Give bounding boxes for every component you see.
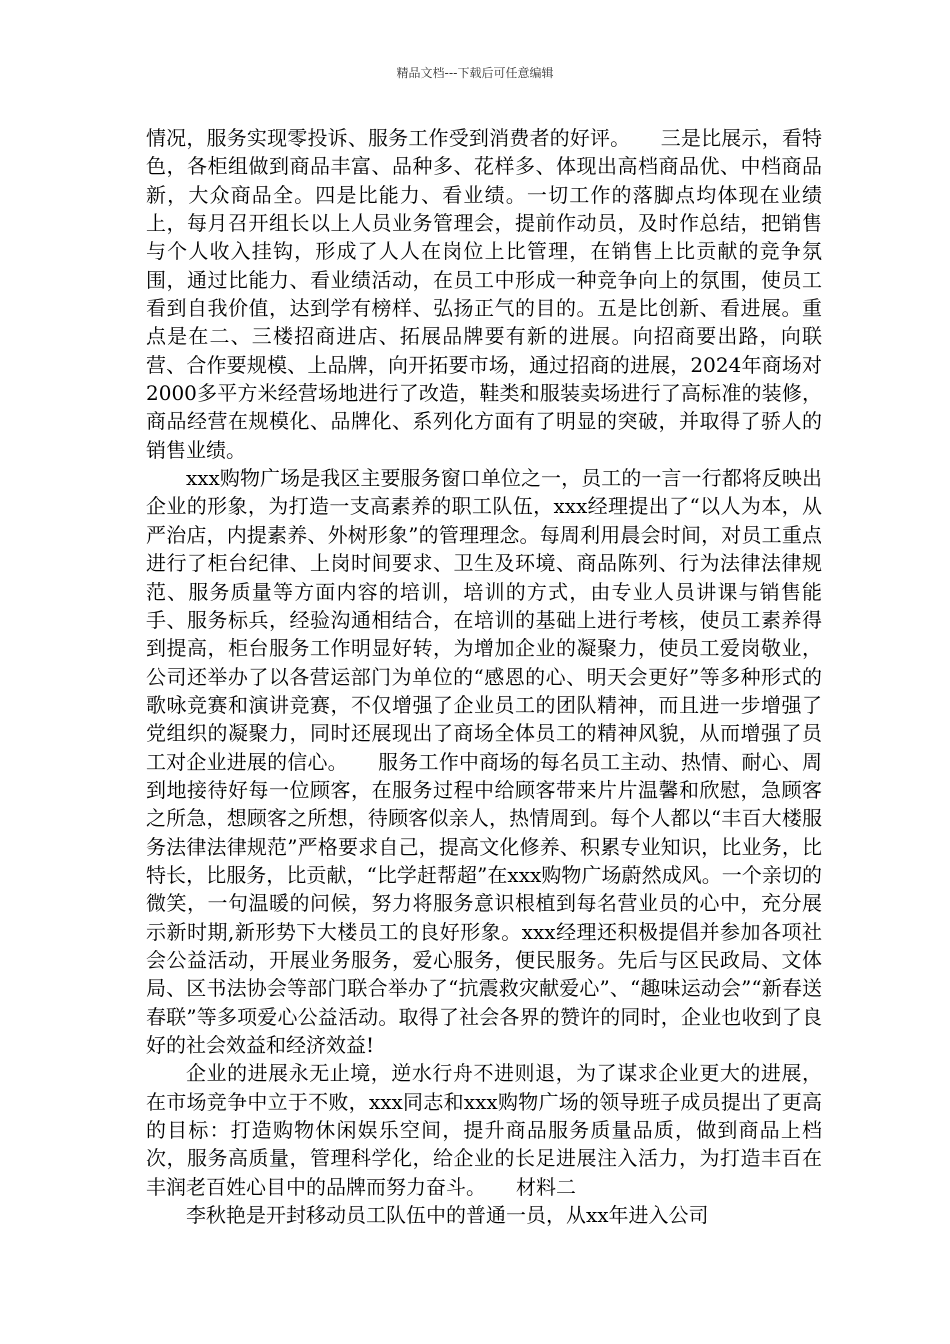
page-header: 精品文档---下载后可任意编辑: [396, 66, 554, 80]
paragraph-1: 情况，服务实现零投诉、服务工作受到消费者的好评。 三是比展示，看特色，各柜组做到商品丰富、品种多、花样多、体现出高档商品优、中档商品新，大众商品全。四是比能力、看业绩。一切工作的落脚点均体现在业绩上，每月召开组长以上人员业务管理会，提前作动员，及时作总结，把销售与个人收入挂钩，形成了人人在岗位上比管理，在销售上比贡献的竞争氛围，通过比能力、看业绩活动，在员工中形成一种竞争向上的氛围，使员工看到自我价值，达到学有榜样、弘扬正气的目的。五是比创新、看进展。重点是在二、三楼招商进店、拓展品牌要有新的进展。向招商要出路，向联营、合作要规模、上品牌，向开拓要市场，通过招商的进展，2024年商场对2000多平方米经营场地进行了改造，鞋类和服装卖场进行了高标准的装修，商品经营在规模化、品牌化、系列化方面有了明显的突破，并取得了骄人的销售业绩。: [146, 126, 822, 462]
document-body: [146, 124, 822, 1229]
paragraph-3: 企业的进展永无止境，逆水行舟不进则退，为了谋求企业更大的进展，在市场竞争中立于不败，xxx同志和xxx购物广场的领导班子成员提出了更高的目标：打造购物休闲娱乐空间，提升商品服务质量品质，做到商品上档次，服务高质量，管理科学化，给企业的长足进展注入活力，为打造丰百在丰润老百姓心目中的品牌而努力奋斗。 材料二: [146, 1061, 822, 1199]
paragraph-4: 李秋艳是开封移动员工队伍中的普通一员，从xx年进入公司: [186, 1203, 709, 1228]
paragraph-2: xxx购物广场是我区主要服务窗口单位之一，员工的一言一行都将反映出企业的形象，为打造一支高素养的职工队伍，xxx经理提出了“以人为本，从严治店，内提素养、外树形象”的管理理念。每周利用晨会时间，对员工重点进行了柜台纪律、上岗时间要求、卫生及环境、商品陈列、行为法律法律规范、服务质量等方面内容的培训，培训的方式，由专业人员讲课与销售能手、服务标兵，经验沟通相结合，在培训的基础上进行考核，使员工素养得到提高，柜台服务工作明显好转，为增加企业的凝聚力，使员工爱岗敬业，公司还举办了以各营运部门为单位的“感恩的心、明天会更好”等多种形式的歌咏竞赛和演讲竞赛，不仅增强了企业员工的团队精神，而且进一步增强了党组织的凝聚力，同时还展现出了商场全体员工的精神风貌，从而增强了员工对企业进展的信心。 服务工作中商场的每名员工主动、热情、耐心、周到地接待好每一位顾客，在服务过程中给顾客带来片片温馨和欣慰，急顾客之所急，想顾客之所想，待顾客似亲人，热情周到。每个人都以“丰百大楼服务法律法律规范”严格要求自己，提高文化修养、积累专业知识，比业务，比特长，比服务，比贡献，“比学赶帮超”在xxx购物广场蔚然成风。一个亲切的微笑，一句温暖的问候，努力将服务意识根植到每名营业员的心中，充分展示新时期,新形势下大楼员工的良好形象。xxx经理还积极提倡并参加各项社会公益活动，开展业务服务，爱心服务，便民服务。先后与区民政局、文体局、区书法协会等部门联合举办了“抗震救灾献爱心”、“趣味运动会”“新春送春联”等多项爱心公益活动。取得了社会各界的赞许的同时，企业也收到了良好的社会效益和经济效益!: [146, 466, 822, 1057]
